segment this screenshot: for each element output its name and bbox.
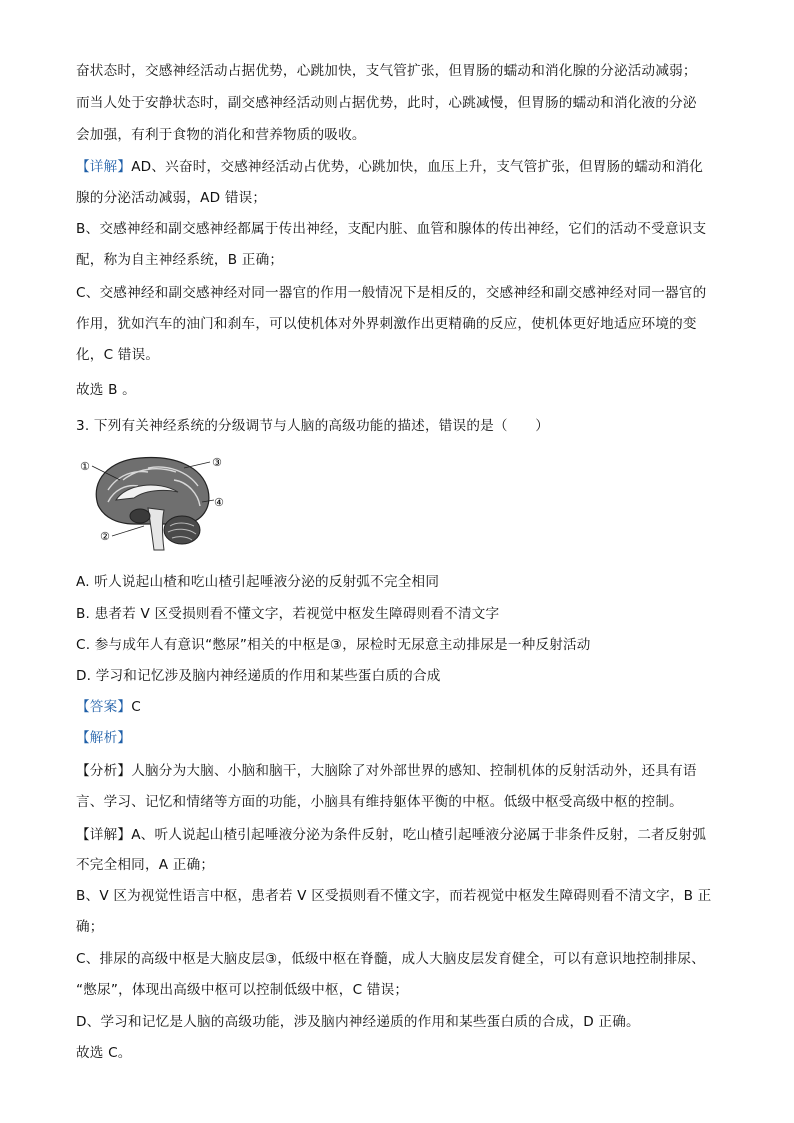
paragraph-line: 化，C 错误。 (76, 347, 160, 363)
label-1: ① (80, 460, 90, 473)
paragraph-line: B、交感神经和副交感神经都属于传出神经，支配内脏、血管和腺体的传出神经，它们的活动不受意识支 (76, 221, 707, 237)
cerebellum-shape (164, 516, 200, 544)
paragraph-line: C、交感神经和副交感神经对同一器官的作用一般情况下是相反的，交感神经和副交感神经对同一器官的 (76, 285, 707, 301)
xiangjie-text: A、听人说起山楂引起唾液分泌为条件反射，吃山楂引起唾液分泌属于非条件反射，二者反射弧 (131, 827, 707, 843)
paragraph-line: “憋尿”，体现出高级中枢可以控制低级中枢，C 错误； (76, 982, 409, 998)
detail-text: AD、兴奋时，交感神经活动占优势，心跳加快，血压上升，支气管扩张，但胃肠的蠕动和消化 (131, 159, 704, 175)
paragraph-line: 确； (76, 919, 104, 935)
question-3: 3. 下列有关神经系统的分级调节与人脑的高级功能的描述，错误的是（ ） (76, 418, 550, 434)
fenxi-tag: 【分析】 (76, 763, 132, 779)
paragraph-line: 腺的分泌活动减弱，AD 错误； (76, 190, 267, 206)
brain-diagram (78, 450, 228, 558)
xiangjie-line (76, 826, 726, 844)
paragraph-line: 言、学习、记忆和情绪等方面的功能，小脑具有维持躯体平衡的中枢。低级中枢受高级中枢的控制。 (76, 794, 683, 810)
label-4: ④ (214, 496, 224, 509)
brainstem-shape (148, 508, 164, 550)
analysis-tag: 【解析】 (76, 730, 132, 746)
detail-line (76, 158, 726, 176)
paragraph-line: 奋状态时，交感神经活动占据优势，心跳加快，支气管扩张，但胃肠的蠕动和消化腺的分泌活动减弱； (76, 63, 697, 79)
analysis-heading (76, 729, 726, 747)
conclusion-line: 故选 B 。 (76, 382, 136, 398)
paragraph-line: 不完全相同，A 正确； (76, 857, 215, 873)
label-3: ③ (212, 456, 222, 469)
detail-tag: 【详解】 (76, 159, 132, 175)
paragraph-line: 作用，犹如汽车的油门和刹车，可以使机体对外界刺激作出更精确的反应，使机体更好地适应环境的变 (76, 316, 697, 332)
option-d: D. 学习和记忆涉及脑内神经递质的作用和某些蛋白质的合成 (76, 668, 441, 684)
paragraph-line: 配，称为自主神经系统，B 正确； (76, 252, 284, 268)
option-c: C. 参与成年人有意识“憋尿”相关的中枢是③，尿检时无尿意主动排尿是一种反射活动 (76, 637, 591, 653)
paragraph-line: D、学习和记忆是人脑的高级功能，涉及脑内神经递质的作用和某些蛋白质的合成，D 正确。 (76, 1014, 640, 1030)
label-2: ② (100, 530, 110, 543)
option-a: A. 听人说起山楂和吃山楂引起唾液分泌的反射弧不完全相同 (76, 574, 440, 590)
option-b: B. 患者若 V 区受损则看不懂文字，若视觉中枢发生障碍则看不清文字 (76, 606, 500, 622)
fenxi-line (76, 762, 726, 780)
conclusion-line: 故选 C。 (76, 1045, 132, 1061)
answer-line (76, 698, 726, 716)
midbrain-shape (130, 509, 150, 523)
answer-value: C (131, 699, 141, 715)
paragraph-line: 而当人处于安静状态时，副交感神经活动则占据优势，此时，心跳减慢，但胃肠的蠕动和消化液的分泌 (76, 95, 697, 111)
paragraph-line: B、V 区为视觉性语言中枢，患者若 V 区受损则看不懂文字，而若视觉中枢发生障碍则看不清文字，B 正 (76, 888, 712, 904)
fenxi-text: 人脑分为大脑、小脑和脑干，大脑除了对外部世界的感知、控制机体的反射活动外，还具有语 (131, 763, 697, 779)
paragraph-line: 会加强，有利于食物的消化和营养物质的吸收。 (76, 127, 366, 143)
paragraph-line: C、排尿的高级中枢是大脑皮层③，低级中枢在脊髓，成人大脑皮层发育健全，可以有意识地控制排尿、 (76, 951, 705, 967)
answer-tag: 【答案】 (76, 699, 132, 715)
xiangjie-tag: 【详解】 (76, 827, 132, 843)
